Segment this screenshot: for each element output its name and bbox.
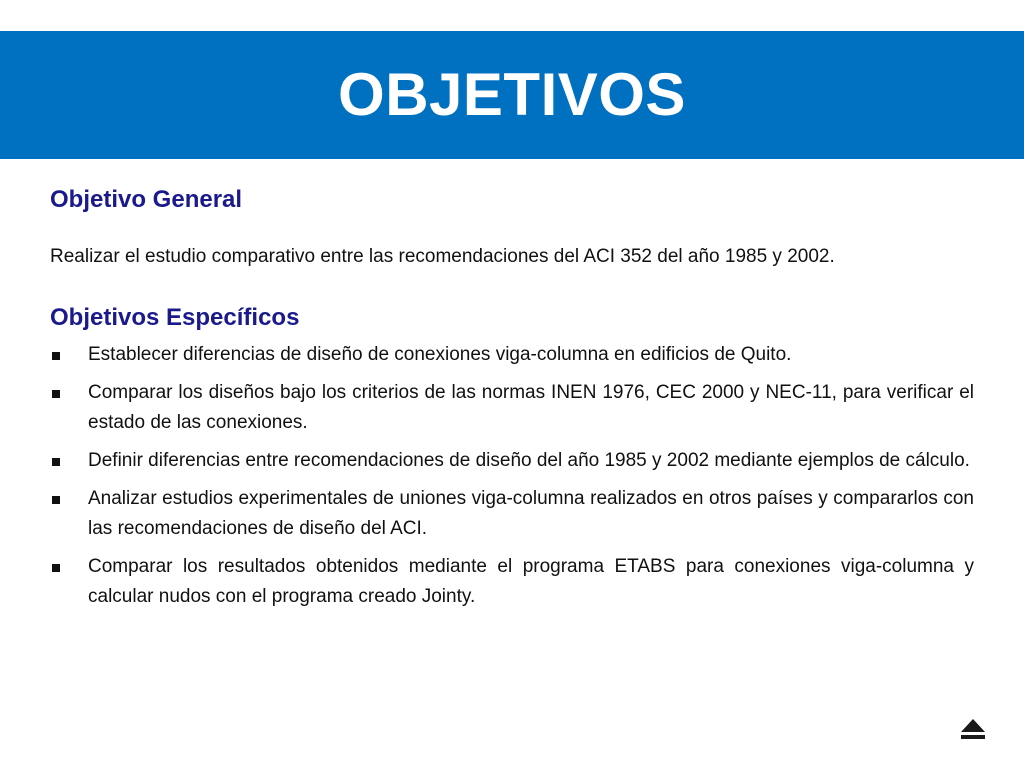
triangle-up-icon[interactable] xyxy=(960,718,986,740)
list-item xyxy=(50,340,974,370)
specific-objectives-list xyxy=(50,340,974,612)
specific-objectives-heading: Objetivos Específicos xyxy=(50,304,300,331)
square-bullet-icon xyxy=(52,496,60,504)
general-objective-heading: Objetivo General xyxy=(50,186,243,213)
triangle-up-icon-shape xyxy=(960,718,986,740)
list-item-text: Comparar los diseños bajo los criterios de las normas INEN 1976, CEC 2000 y NEC-11, para verificar el estado de las conexiones. xyxy=(88,382,974,433)
list-item-text: Analizar estudios experimentales de uniones viga-columna realizados en otros países y compararlos con las recomendaciones de diseño del ACI. xyxy=(88,488,974,539)
square-bullet-icon xyxy=(52,390,60,398)
list-item xyxy=(50,484,974,544)
square-bullet-icon xyxy=(52,564,60,572)
list-item xyxy=(50,378,974,438)
square-bullet-icon xyxy=(52,352,60,360)
list-item xyxy=(50,446,974,476)
square-bullet-icon xyxy=(52,458,60,466)
list-item-text: Definir diferencias entre recomendaciones de diseño del año 1985 y 2002 mediante ejemplos de cálculo. xyxy=(88,450,970,471)
list-item xyxy=(50,552,974,612)
slide-title: OBJETIVOS xyxy=(338,61,686,128)
slide-content xyxy=(50,182,974,620)
title-bar xyxy=(0,31,1024,159)
list-item-text: Comparar los resultados obtenidos mediante el programa ETABS para conexiones viga-columna y calcular nudos con el programa creado Jointy. xyxy=(88,556,974,607)
list-item-text: Establecer diferencias de diseño de conexiones viga-columna en edificios de Quito. xyxy=(88,344,792,365)
general-objective-text: Realizar el estudio comparativo entre las recomendaciones del ACI 352 del año 1985 y 2002. xyxy=(50,246,835,267)
